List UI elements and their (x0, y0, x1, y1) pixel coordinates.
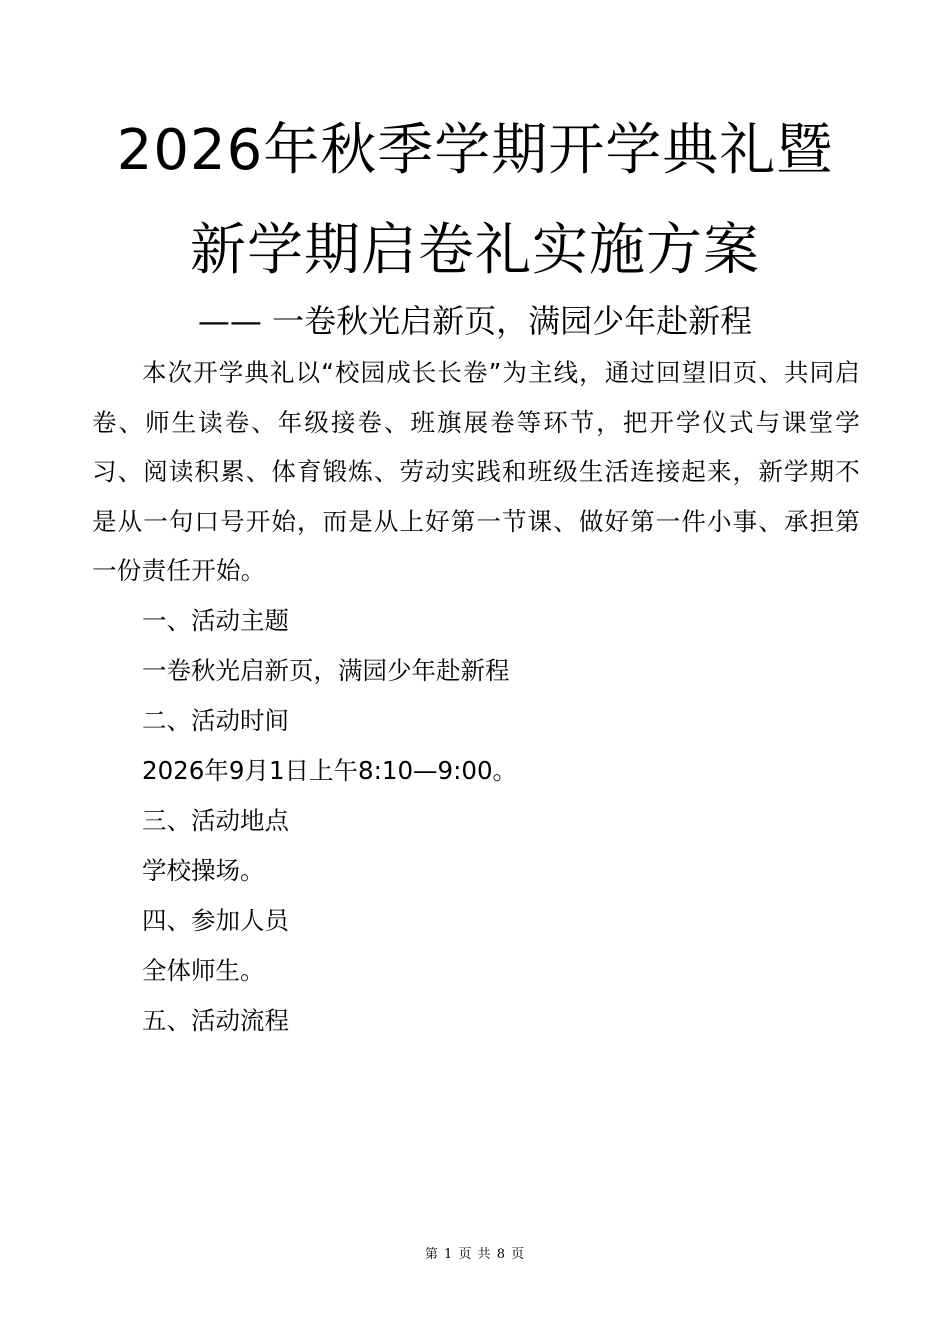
section-heading-theme: 一、活动主题 (142, 606, 289, 635)
section-heading-time: 二、活动时间 (142, 706, 289, 735)
section-heading-location: 三、活动地点 (142, 806, 289, 835)
document-subtitle: —— 一卷秋光启新页，满园少年赴新程 (197, 302, 753, 340)
section-content-location: 学校操场。 (142, 856, 265, 885)
intro-paragraph: 本次开学典礼以“校园成长长卷”为主线，通过回望旧页、共同启卷、师生读卷、年级接卷、班旗展卷等环节，把开学仪式与课堂学习、阅读积累、体育锻炼、劳动实践和班级生活连接起来，新学期不是从一句口号开始，而是从上好第一节课、做好第一件小事、承担第一份责任开始。 (92, 358, 860, 585)
section-heading-process: 五、活动流程 (142, 1006, 289, 1035)
document-title-line-2: 新学期启卷礼实施方案 (190, 218, 760, 283)
page-number-footer: 第 1 页 共 8 页 (424, 1247, 526, 1262)
document-title-line-1: 2026年秋季学期开学典礼暨 (116, 118, 834, 183)
section-heading-participants: 四、参加人员 (142, 906, 289, 935)
section-content-participants: 全体师生。 (142, 956, 265, 985)
section-content-theme: 一卷秋光启新页，满园少年赴新程 (142, 656, 510, 685)
section-content-time: 2026年9月1日上午8:10—9:00。 (142, 756, 518, 785)
